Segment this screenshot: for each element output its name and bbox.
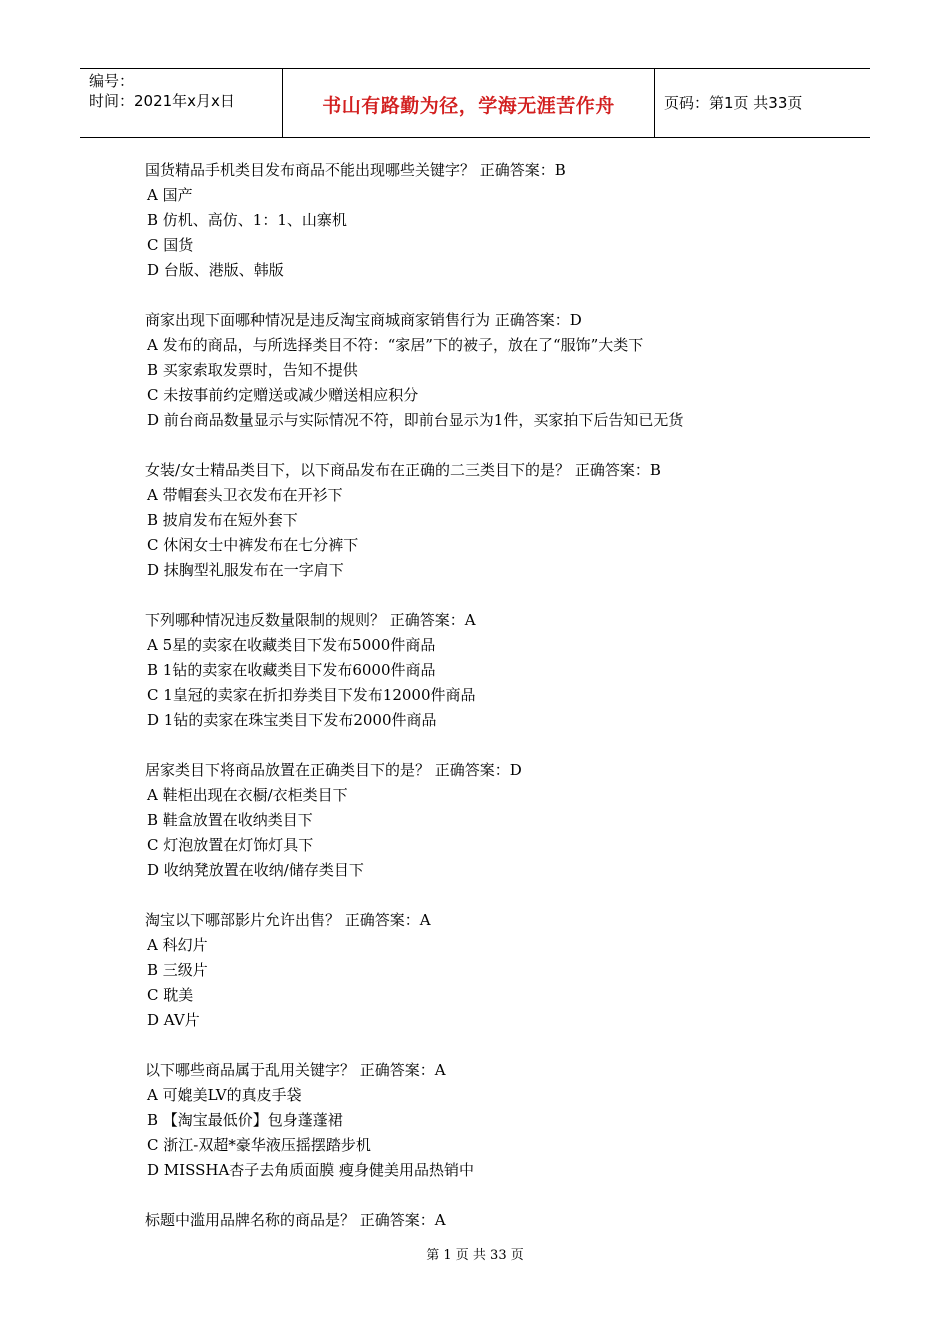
- question-block: [145, 1058, 825, 1183]
- answer-option: D 前台商品数量显示与实际情况不符，即前台显示为1件，买家拍下后告知已无货: [147, 411, 684, 429]
- question-block: [145, 458, 825, 583]
- question-text: 居家类目下将商品放置在正确类目下的是？ 正确答案：D: [145, 761, 522, 779]
- answer-option: B 鞋盒放置在收纳类目下: [147, 811, 313, 829]
- answer-option: C 休闲女士中裤发布在七分裤下: [147, 536, 359, 554]
- answer-option: A 带帽套头卫衣发布在开衫下: [147, 486, 343, 504]
- answer-option: C 耽美: [147, 986, 194, 1004]
- answer-option: B 1钻的卖家在收藏类目下发布6000件商品: [147, 661, 436, 679]
- answer-option: A 科幻片: [147, 936, 208, 954]
- answer-option: A 发布的商品，与所选择类目不符：“家居”下的被子，放在了“服饰”大类下: [147, 336, 644, 354]
- answer-option: B 披肩发布在短外套下: [147, 511, 298, 529]
- question-text: 女装/女士精品类目下，以下商品发布在正确的二三类目下的是？ 正确答案：B: [145, 461, 661, 479]
- question-text: 商家出现下面哪种情况是违反淘宝商城商家销售行为 正确答案：D: [145, 311, 582, 329]
- document-number-label: 编号：: [89, 72, 135, 90]
- answer-option: A 鞋柜出现在衣橱/衣柜类目下: [147, 786, 348, 804]
- answer-option: D 台版、港版、韩版: [147, 261, 284, 279]
- question-block: [145, 1208, 825, 1233]
- answer-option: C 国货: [147, 236, 194, 254]
- page-header: [80, 68, 870, 138]
- answer-option: C 1皇冠的卖家在折扣券类目下发布12000件商品: [147, 686, 476, 704]
- answer-option: B 【淘宝最低价】包身蓬蓬裙: [147, 1111, 343, 1129]
- answer-option: C 浙江-双超*豪华液压摇摆踏步机: [147, 1136, 371, 1154]
- question-block: [145, 608, 825, 733]
- answer-option: A 可媲美LV的真皮手袋: [147, 1086, 302, 1104]
- answer-option: B 买家索取发票时，告知不提供: [147, 361, 358, 379]
- header-page-number: 页码：第1页 共33页: [664, 94, 803, 112]
- question-block: [145, 158, 825, 283]
- answer-option: C 未按事前约定赠送或减少赠送相应积分: [147, 386, 419, 404]
- header-info-cell: [80, 69, 283, 137]
- question-block: [145, 908, 825, 1033]
- question-text: 国货精品手机类目发布商品不能出现哪些关键字？ 正确答案：B: [145, 161, 566, 179]
- document-time-label: 时间：2021年x月x日: [89, 92, 235, 110]
- header-page-cell: [655, 69, 870, 137]
- answer-option: C 灯泡放置在灯饰灯具下: [147, 836, 314, 854]
- question-text: 下列哪种情况违反数量限制的规则？ 正确答案：A: [145, 611, 476, 629]
- page-footer: 第 1 页 共 33 页: [426, 1248, 524, 1263]
- question-block: [145, 308, 825, 433]
- question-block: [145, 758, 825, 883]
- answer-option: D 抹胸型礼服发布在一字肩下: [147, 561, 344, 579]
- answer-option: A 5星的卖家在收藏类目下发布5000件商品: [147, 636, 436, 654]
- answer-option: A 国产: [147, 186, 193, 204]
- answer-option: D 收纳凳放置在收纳/储存类目下: [147, 861, 364, 879]
- answer-option: D 1钻的卖家在珠宝类目下发布2000件商品: [147, 711, 437, 729]
- header-motto-cell: [283, 69, 655, 137]
- question-text: 淘宝以下哪部影片允许出售？ 正确答案：A: [145, 911, 431, 929]
- question-text: 标题中滥用品牌名称的商品是？ 正确答案：A: [145, 1211, 446, 1229]
- question-list: [145, 158, 825, 1258]
- header-motto: 书山有路勤为径，学海无涯苦作舟: [322, 95, 615, 117]
- answer-option: D AV片: [147, 1011, 200, 1029]
- answer-option: D MISSHA杏子去角质面膜 瘦身健美用品热销中: [147, 1161, 475, 1179]
- answer-option: B 仿机、高仿、1：1、山寨机: [147, 211, 347, 229]
- question-text: 以下哪些商品属于乱用关键字？ 正确答案：A: [145, 1061, 446, 1079]
- answer-option: B 三级片: [147, 961, 208, 979]
